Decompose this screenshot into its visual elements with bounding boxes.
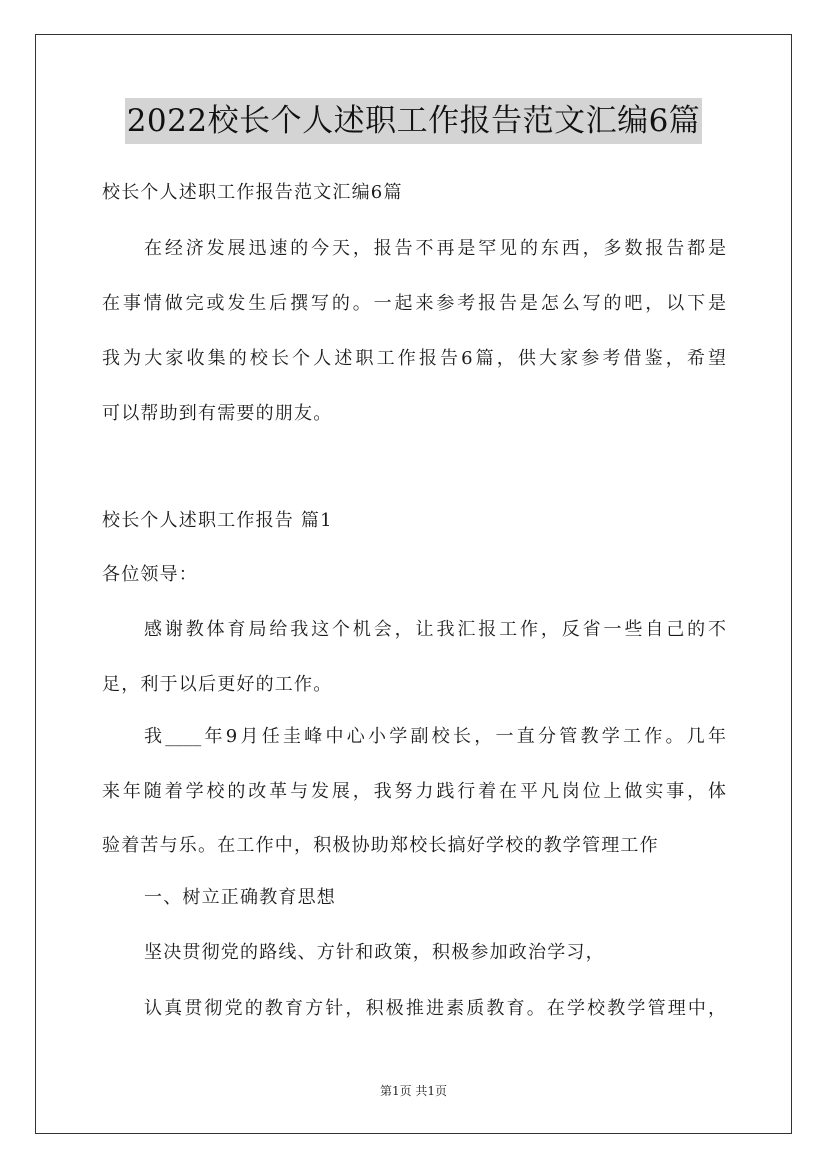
paragraph-line: 我为大家收集的校长个人述职工作报告6篇，供大家参考借鉴，希望	[102, 348, 726, 369]
salutation: 各位领导：	[102, 564, 198, 585]
document-title: 2022校长个人述职工作报告范文汇编6篇	[125, 98, 703, 144]
paragraph-line: 在经济发展迅速的今天，报告不再是罕见的东西，多数报告都是	[144, 238, 726, 259]
section-heading: 校长个人述职工作报告 篇1	[102, 510, 333, 531]
paragraph-line: 我____年9月任圭峰中心小学副校长，一直分管教学工作。几年	[144, 726, 726, 747]
paragraph-line: 可以帮助到有需要的朋友。	[102, 403, 333, 424]
paragraph-line: 感谢教体育局给我这个机会，让我汇报工作，反省一些自己的不	[144, 619, 726, 640]
paragraph-line: 来年随着学校的改革与发展，我努力践行着在平凡岗位上做实事，体	[102, 781, 726, 802]
subtitle-line: 校长个人述职工作报告范文汇编6篇	[102, 182, 403, 203]
title-container	[0, 98, 827, 144]
paragraph-line: 认真贯彻党的教育方针，积极推进素质教育。在学校教学管理中，	[144, 998, 726, 1019]
page-number: 第1页 共1页	[379, 1084, 448, 1098]
paragraph-line: 验着苦与乐。在工作中，积极协助郑校长搞好学校的教学管理工作	[102, 835, 659, 856]
paragraph-line: 在事情做完或发生后撰写的。一起来参考报告是怎么写的吧，以下是	[102, 293, 726, 314]
subsection-heading: 一、树立正确教育思想	[144, 887, 336, 908]
paragraph-line: 足，利于以后更好的工作。	[102, 674, 333, 695]
paragraph-line: 坚决贯彻党的路线、方针和政策，积极参加政治学习，	[144, 942, 605, 963]
